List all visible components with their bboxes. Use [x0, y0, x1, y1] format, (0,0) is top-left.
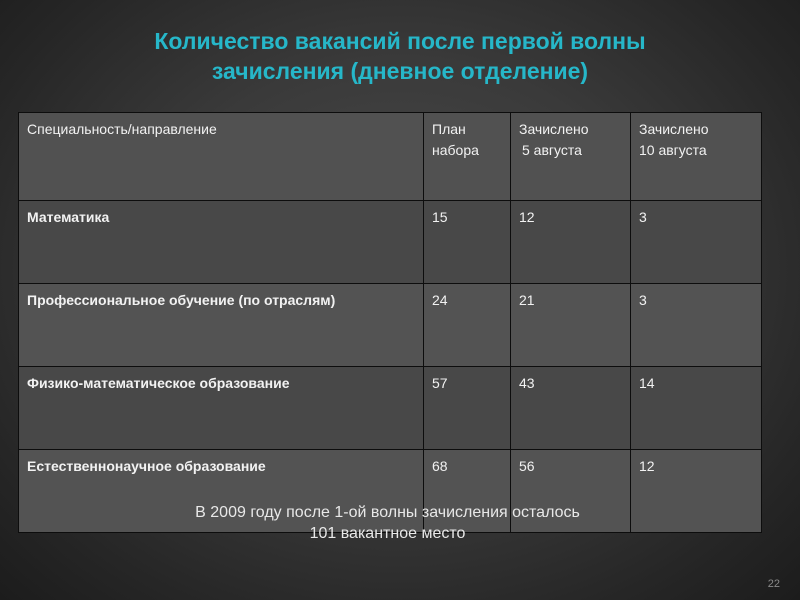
vacancies-table [18, 112, 762, 533]
table-row-physics-math-education [19, 367, 762, 450]
cell-specialty: Профессиональное обучение (по отраслям) [19, 284, 424, 367]
cell-enrolled-aug10: 14 [631, 367, 762, 450]
header-plan-line-1: План [432, 121, 466, 137]
cell-enrolled-aug5: 21 [511, 284, 631, 367]
header-plan-line-2: набора [432, 142, 479, 158]
header-specialty-label: Специальность/направление [27, 121, 217, 137]
header-enrolled-aug10-line-1: Зачислено [639, 121, 709, 137]
cell-plan: 15 [424, 201, 511, 284]
cell-plan: 57 [424, 367, 511, 450]
page-number: 22 [767, 578, 780, 590]
vacancy-note-line-1: В 2009 году после 1-ой волны зачисления осталось [195, 504, 580, 521]
vacancy-note [0, 502, 775, 544]
header-plan [424, 113, 511, 201]
cell-enrolled-aug10: 12 [631, 450, 762, 533]
slide-title [0, 26, 800, 86]
header-enrolled-aug5-line-2: 5 августа [522, 142, 582, 158]
cell-specialty: Математика [19, 201, 424, 284]
header-specialty [19, 113, 424, 201]
header-enrolled-aug10-line-2: 10 августа [639, 142, 707, 158]
cell-enrolled-aug10: 3 [631, 201, 762, 284]
header-enrolled-aug5-line-1: Зачислено [519, 121, 589, 137]
slide-title-line-2: зачисления (дневное отделение) [211, 58, 589, 84]
table-row-professional-training [19, 284, 762, 367]
cell-enrolled-aug5: 56 [511, 450, 631, 533]
slide-title-line-1: Количество вакансий после первой волны [154, 28, 646, 54]
cell-enrolled-aug10: 3 [631, 284, 762, 367]
header-enrolled-aug10 [631, 113, 762, 201]
cell-enrolled-aug5: 43 [511, 367, 631, 450]
vacancy-note-line-2: 101 вакантное место [309, 525, 466, 542]
table-row-mathematics [19, 201, 762, 284]
cell-enrolled-aug5: 12 [511, 201, 631, 284]
cell-specialty: Физико-математическое образование [19, 367, 424, 450]
cell-plan: 24 [424, 284, 511, 367]
table-header-row [19, 113, 762, 201]
header-enrolled-aug5 [511, 113, 631, 201]
cell-plan: 68 [424, 450, 511, 533]
cell-specialty: Естественнонаучное образование [19, 450, 424, 533]
